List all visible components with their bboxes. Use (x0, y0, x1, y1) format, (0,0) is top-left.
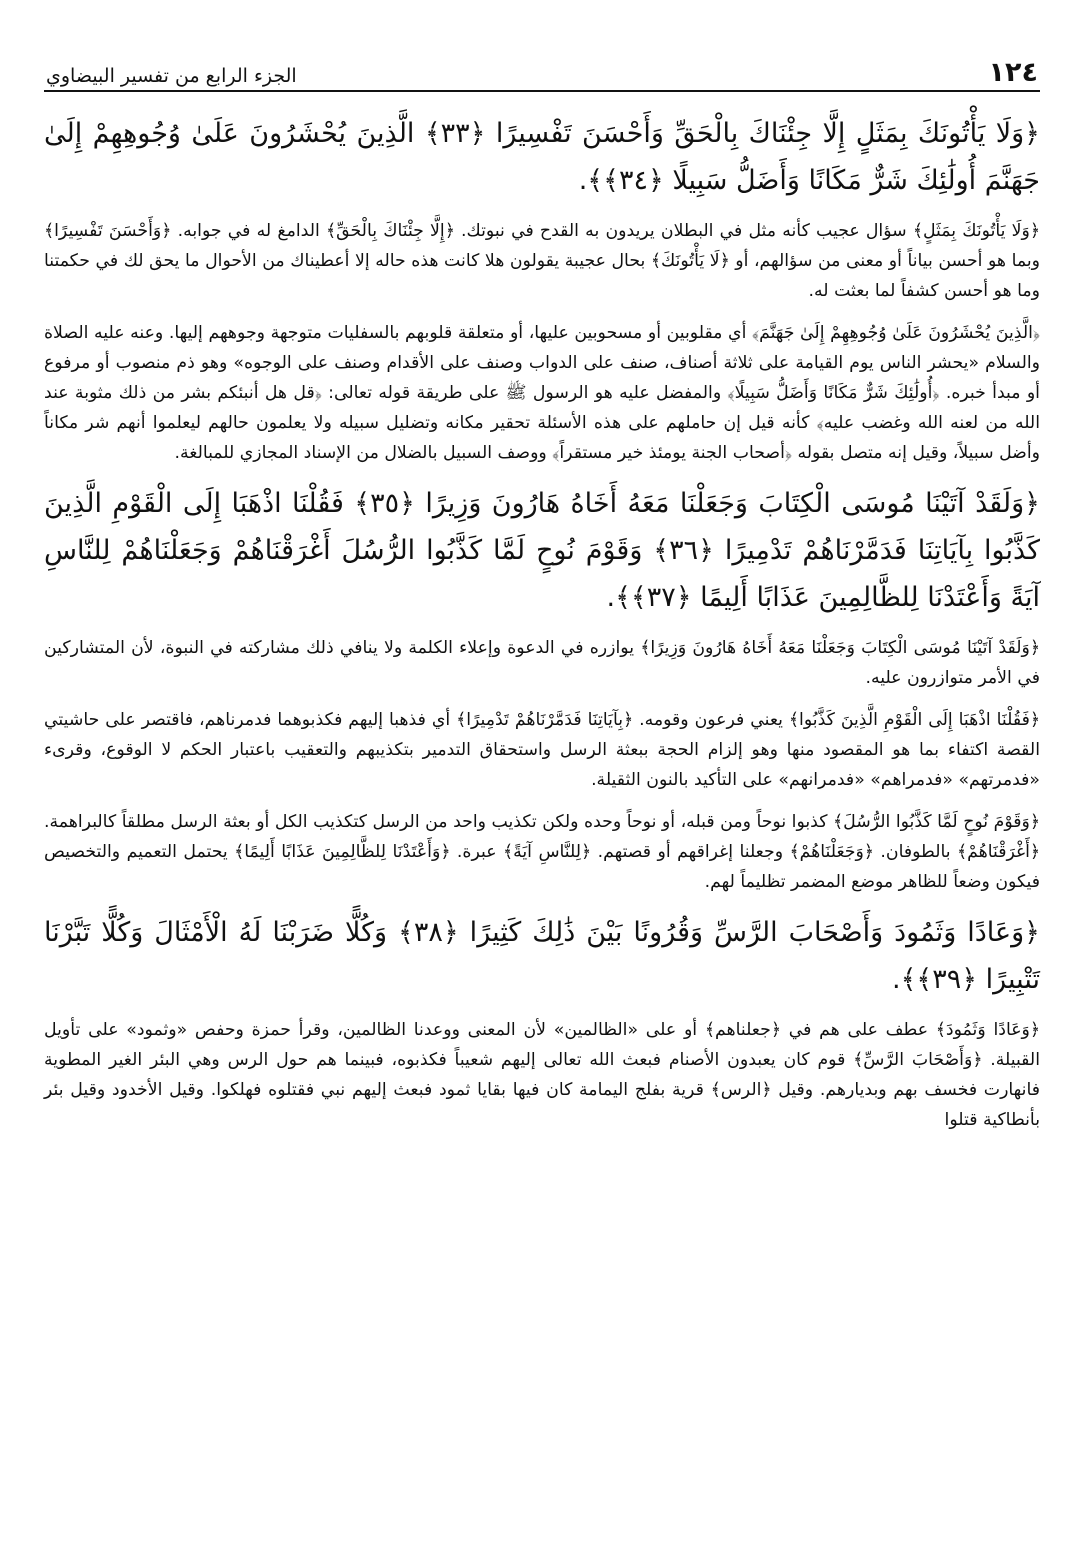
quran-verse-block: ﴿وَعَادًا وَثَمُودَ وَأَصْحَابَ الرَّسِّ وَقُرُونًا بَيْنَ ذَٰلِكَ كَثِيرًا ﴿٣٨﴾ وَكُلًّا ضَرَبْنَا لَهُ الْأَمْثَالَ وَكُلًّا تَبَّرْنَا تَتْبِيرًا ﴿٣٩﴾﴾. (44, 917, 1041, 995)
commentary-paragraph: ﴿وَلَا يَأْتُونَكَ بِمَثَلٍ﴾ سؤال عجيب كأنه مثل في البطلان يريدون به القدح في نبوتك. ﴿إِلَّا جِئْنَاكَ بِالْحَقِّ﴾ الدامغ له في جوابه. ﴿وَأَحْسَنَ تَفْسِيرًا﴾ وبما هو أحسن بياناً أو معنى من سؤالهم، أو ﴿لَا يَأْتُونَكَ﴾ بحال عجيبة يقولون هلا كانت هذه حاله إلا أعطيناك من الأحوال ما يحق لك في حكمتنا وما هو أحسن كشفاً لما بعثت له. (44, 221, 1040, 301)
commentary-paragraph: ﴿الَّذِينَ يُحْشَرُونَ عَلَىٰ وُجُوهِهِمْ إِلَىٰ جَهَنَّمَ﴾ أي مقلوبين أو مسحوبين عليها، أو متعلقة قلوبهم بالسفليات متوجهة وجوههم إليها. وعنه عليه الصلاة والسلام «يحشر الناس يوم القيامة على ثلاثة أصناف، صنف على الدواب وصنف على الأقدام وصنف على الوجوه» وهو ذم منصوب أو مرفوع أو مبدأ خبره. ﴿أُولَٰئِكَ شَرٌّ مَكَانًا وَأَضَلُّ سَبِيلًا﴾ والمفضل عليه هو الرسول ﷺ على طريقة قوله تعالى: ﴿قل هل أنبئكم بشر من ذلك مثوبة عند الله من لعنه الله وغضب عليه﴾ كأنه قيل إن حاملهم على هذه الأسئلة تحقير مكانه وتضليل سبيله ولا يعلمون حالهم ليعلموا أنهم شر مكاناً وأضل سبيلاً، وقيل إنه متصل بقوله ﴿أصحاب الجنة يومئذ خير مستقراً﴾ ووصف السبيل بالضلال من الإسناد المجازي للمبالغة. (44, 323, 1040, 463)
commentary-paragraph: ﴿فَقُلْنَا اذْهَبَا إِلَى الْقَوْمِ الَّذِينَ كَذَّبُوا﴾ يعني فرعون وقومه. ﴿بِآيَاتِنَا فَدَمَّرْنَاهُمْ تَدْمِيرًا﴾ أي فذهبا إليهم فكذبوهما فدمرناهم، فاقتصر على حاشيتي القصة اكتفاء بما هو المقصود منها وهو إلزام الحجة ببعثة الرسل واستحقاق التدمير بتكذيبهم والتعقيب باعتبار الحكم لا الوقوع، وقرىء «فدمرتهم» «فدمراهم» «فدمرانهم» على التأكيد بالنون الثقيلة. (44, 710, 1040, 790)
running-header (44, 52, 1040, 92)
commentary-paragraph: ﴿وَقَوْمَ نُوحٍ لَمَّا كَذَّبُوا الرُّسُلَ﴾ كذبوا نوحاً ومن قبله، أو نوحاً وحده ولكن تكذيب واحد من الرسل كتكذيب الكل أو بعثة الرسل مطلقاً كالبراهمة. ﴿أَغْرَقْنَاهُمْ﴾ بالطوفان. ﴿وَجَعَلْنَاهُمْ﴾ وجعلنا إغراقهم أو قصتهم. ﴿لِلنَّاسِ آيَةً﴾ عبرة. ﴿وَأَعْتَدْنَا لِلظَّالِمِينَ عَذَابًا أَلِيمًا﴾ يحتمل التعميم والتخصيص فيكون وضعاً للظاهر موضع المضمر تظليماً لهم. (44, 812, 1040, 892)
commentary-paragraph: ﴿وَلَقَدْ آتَيْنَا مُوسَى الْكِتَابَ وَجَعَلْنَا مَعَهُ أَخَاهُ هَارُونَ وَزِيرًا﴾ يوازره في الدعوة وإعلاء الكلمة ولا ينافي ذلك مشاركته في النبوة، لأن المتشاركين في الأمر متوازرون عليه. (44, 638, 1040, 688)
running-title: الجزء الرابع من تفسير البيضاوي (46, 65, 297, 87)
commentary-paragraph: ﴿وَعَادًا وَثَمُودَ﴾ عطف على هم في ﴿جعلناهم﴾ أو على «الظالمين» لأن المعنى ووعدنا الظالمين، وقرأ حمزة وحفص «وثمود» على تأويل القبيلة. ﴿وَأَصْحَابَ الرَّسِّ﴾ قوم كان يعبدون الأصنام فبعث الله تعالى إليهم شعيباً فكذبوه، فبينما هم حول الرس وهي البئر الغير المطوية فانهارت فخسف بهم وبديارهم. وقيل ﴿الرس﴾ قرية بفلج اليمامة كان فيها بقايا ثمود فبعث إليهم نبي فقتلوه فهلكوا. وقيل الأخدود وقيل بئر بأنطاكية قتلوا (44, 1020, 1040, 1130)
quran-verse-block: ﴿وَلَا يَأْتُونَكَ بِمَثَلٍ إِلَّا جِئْنَاكَ بِالْحَقِّ وَأَحْسَنَ تَفْسِيرًا ﴿٣٣﴾ الَّذِينَ يُحْشَرُونَ عَلَىٰ وُجُوهِهِمْ إِلَىٰ جَهَنَّمَ أُولَٰئِكَ شَرٌّ مَكَانًا وَأَضَلُّ سَبِيلًا ﴿٣٤﴾﴾. (44, 118, 1040, 196)
quran-verse-block: ﴿وَلَقَدْ آتَيْنَا مُوسَى الْكِتَابَ وَجَعَلْنَا مَعَهُ أَخَاهُ هَارُونَ وَزِيرًا ﴿٣٥﴾ فَقُلْنَا اذْهَبَا إِلَى الْقَوْمِ الَّذِينَ كَذَّبُوا بِآيَاتِنَا فَدَمَّرْنَاهُمْ تَدْمِيرًا ﴿٣٦﴾ وَقَوْمَ نُوحٍ لَمَّا كَذَّبُوا الرُّسُلَ أَغْرَقْنَاهُمْ وَجَعَلْنَاهُمْ لِلنَّاسِ آيَةً وَأَعْتَدْنَا لِلظَّالِمِينَ عَذَابًا أَلِيمًا ﴿٣٧﴾﴾. (44, 488, 1040, 613)
page-number: ١٢٤ (988, 57, 1038, 88)
